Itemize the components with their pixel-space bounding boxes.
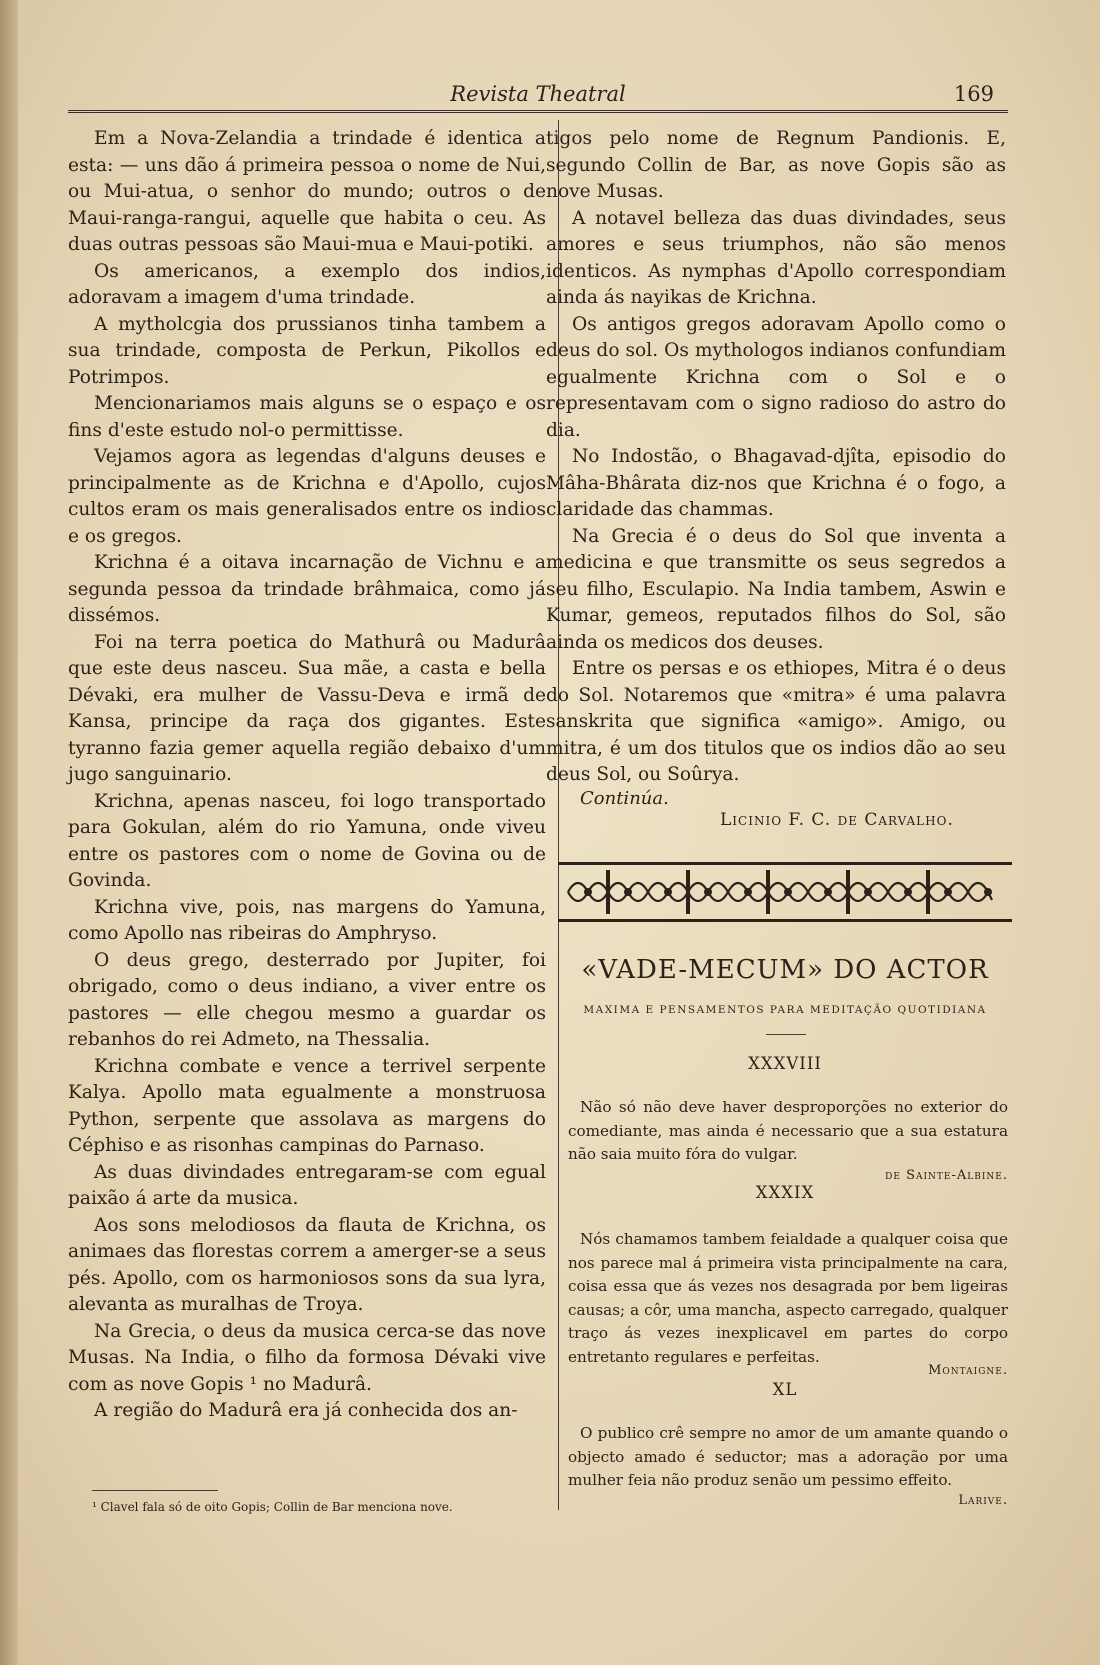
paragraph: Krichna, apenas nasceu, foi logo transportado para Gokulan, além do rio Yamuna, onde viveu entre os pastores com o nome de Govina ou de Govinda. xyxy=(68,790,546,891)
header-rule xyxy=(68,110,1008,113)
paragraph: Krichna combate e vence a terrivel serpente Kalya. Apollo mata egualmente a monstruosa Python, serpente que assolava as margens do Céphiso e as risonhas campinas do Parnaso. xyxy=(68,1055,546,1156)
paragraph: Foi na terra poetica do Mathurâ ou Madurâ que este deus nasceu. Sua mãe, a casta e bella Dévaki, era mulher de Vassu-Deva e irmã de Kansa, principe da raça dos gigantes. Este tyranno fazia gemer aquella região debaixo d'um jugo sanguinario. xyxy=(68,631,546,785)
maxim-author: de Sainte-Albine. xyxy=(885,1168,1008,1183)
paragraph: Na Grecia é o deus do Sol que inventa a medicina e que transmitte os seus segredos a seu filho, Esculapio. Na India tambem, Aswin e Kumar, gemeos, reputados filhos do Sol, são ainda os medicos dos deuses. xyxy=(546,525,1006,653)
maxim-text xyxy=(568,1096,1008,1167)
footnote: ¹ Clavel fala só de oito Gopis; Collin de Bar menciona nove. xyxy=(92,1500,453,1514)
section-subtitle: MAXIMA E PENSAMENTOS PARA MEDITAÇÃO QUOTIDIANA xyxy=(583,1004,987,1016)
paragraph: Vejamos agora as legendas d'alguns deuses e principalmente as de Krichna e d'Apollo, cujos cultos eram os mais generalisados entre os indios e os gregos. xyxy=(68,446,546,547)
paragraph: A região do Madurâ era já conhecida dos an- xyxy=(94,1400,518,1421)
maxim-paragraph: O publico crê sempre no amor de um amante quando o objecto amado é seductor; mas a adoração por uma mulher feia não produz senão um pessimo effeito. xyxy=(568,1424,1008,1489)
paragraph: Os antigos gregos adoravam Apollo como o deus do sol. Os mythologos indianos confundiam egualmente Krichna com o Sol e o representavam com o signo radioso do astro do dia. xyxy=(546,313,1006,441)
paragraph: Entre os persas e os ethiopes, Mitra é o deus do Sol. Notaremos que «mitra» é uma palavra sanskrita que significa «amigo». Amigo, ou mitra, é um dos titulos que os indios dão ao seu deus Sol, ou Soûrya. xyxy=(546,658,1006,785)
maxim-numeral: XXXIX xyxy=(755,1183,815,1202)
paragraph: No Indostão, o Bhagavad-djîta, episodio do Mâha-Bhârata diz-nos que Krichna é o fogo, a claridade das chammas. xyxy=(546,446,1006,520)
maxim-text xyxy=(568,1228,1008,1369)
paragraph: A mytholcgia dos prussianos tinha tambem a sua trindade, composta de Perkun, Pikollos e Potrimpos. xyxy=(68,313,546,388)
left-column xyxy=(68,126,546,1425)
page-number: 169 xyxy=(953,82,994,106)
maxim-author: Larive. xyxy=(958,1493,1008,1508)
journal-title: Revista Theatral xyxy=(450,82,626,106)
continua-note: Continúa. xyxy=(580,788,669,809)
paragraph: Os americanos, a exemplo dos indios, adoravam a imagem d'uma trindade. xyxy=(68,260,546,308)
page-binding-shadow xyxy=(0,0,18,1665)
footnote-rule xyxy=(92,1490,218,1491)
short-rule xyxy=(766,1034,806,1035)
paragraph: Krichna vive, pois, nas margens do Yamuna, como Apollo nas ribeiras do Amphryso. xyxy=(68,896,546,944)
article-author: Licinio F. C. de Carvalho. xyxy=(720,810,954,830)
right-column xyxy=(546,126,1006,789)
paragraph: A notavel belleza das duas divindades, seus amores e seus triumphos, não são menos identicos. As nymphas d'Apollo correspondiam ainda ás nayikas de Krichna. xyxy=(546,207,1006,308)
maxim-text xyxy=(568,1422,1008,1493)
paragraph: Krichna é a oitava incarnação de Vichnu e a segunda pessoa da trindade brâhmaica, como já dissémos. xyxy=(68,552,546,626)
paragraph: Em a Nova-Zelandia a trindade é identica a esta: — uns dão á primeira pessoa o nome de Nui, ou Mui-atua, o senhor do mundo; outros o de Maui-ranga-rangui, aquelle que habita o ceu. As duas outras pessoas são Maui-mua e Maui-potiki. xyxy=(68,128,546,255)
paragraph-continuation: tigos pelo nome de Regnum Pandionis. E, segundo Collin de Bar, as nove Gopis são as nove Musas. xyxy=(546,128,1006,202)
maxim-author: Montaigne. xyxy=(928,1363,1008,1378)
ornamental-border xyxy=(558,862,1012,922)
maxim-numeral: XXXVIII xyxy=(748,1054,822,1073)
maxim-numeral: XL xyxy=(772,1380,798,1399)
maxim-paragraph: Nós chamamos tambem feialdade a qualquer coisa que nos parece mal á primeira vista principalmente na cara, coisa essa que ás vezes nos desagrada por bem ligeiras causas; a côr, uma mancha, aspecto carregado, qualquer traço ás vezes inexplicavel em partes do corpo entretanto regulares e perfeitas. xyxy=(568,1230,1008,1366)
running-header xyxy=(68,82,1008,112)
maxim-paragraph: Não só não deve haver desproporções no exterior do comediante, mas ainda é necessario que a sua estatura não saia muito fóra do vulgar. xyxy=(568,1098,1008,1163)
paragraph: Mencionariamos mais alguns se o espaço e os fins d'este estudo nol-o permittisse. xyxy=(68,393,546,441)
paragraph: O deus grego, desterrado por Jupiter, foi obrigado, como o deus indiano, a viver entre os pastores — elle chegou mesmo a guardar os rebanhos do rei Admeto, na Thessalia. xyxy=(68,949,546,1050)
paragraph: Na Grecia, o deus da musica cerca-se das nove Musas. Na India, o filho da formosa Dévaki vive com as nove Gopis ¹ no Madurâ. xyxy=(68,1320,546,1395)
paragraph: As duas divindades entregaram-se com egual paixão á arte da musica. xyxy=(68,1161,546,1209)
section-title: «VADE-MECUM» DO ACTOR xyxy=(581,955,989,985)
paragraph: Aos sons melodiosos da flauta de Krichna, os animaes das florestas correm a amerger-se a seus pés. Apollo, com os harmoniosos sons da sua lyra, alevanta as muralhas de Troya. xyxy=(68,1214,546,1315)
